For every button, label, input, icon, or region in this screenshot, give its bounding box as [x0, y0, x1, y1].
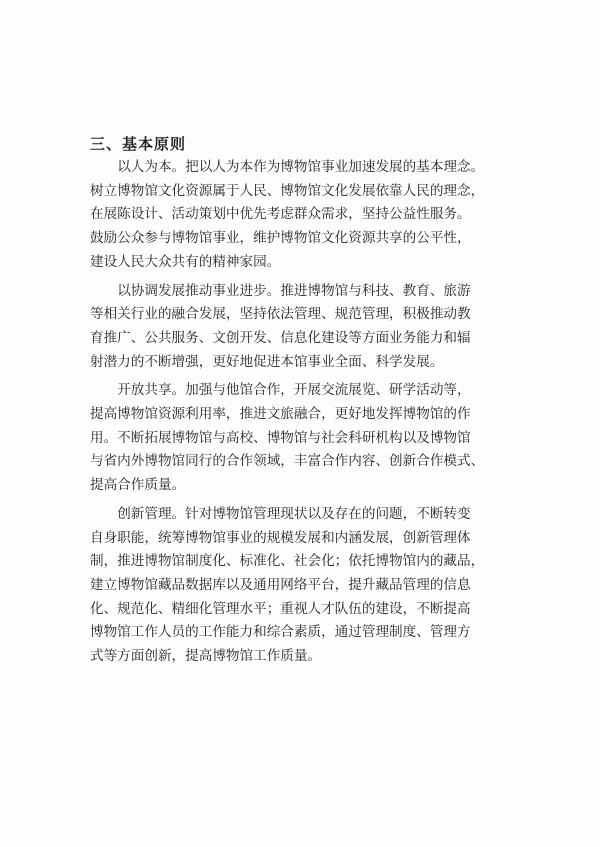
text-line: 建设人民大众共有的精神家园。 [90, 253, 281, 270]
paragraph [90, 503, 530, 669]
text-line: 育推广、公共服务、文创开发、信息化建设等方面业务能力和辐 [90, 329, 471, 346]
text-line: 式等方面创新，提高博物馆工作质量。 [90, 648, 322, 665]
paragraph [90, 379, 530, 498]
paragraph [90, 280, 530, 375]
text-line: 制，推进博物馆制度化、标准化、社会化；依托博物馆内的藏品， [90, 553, 485, 570]
paragraph [90, 156, 530, 275]
section-heading: 三、基本原则 [90, 135, 187, 153]
text-line: 射潜力的不断增强，更好地促进本馆事业全面、科学发展。 [90, 353, 444, 370]
text-line: 等相关行业的融合发展，坚持依法管理、规范管理，积极推动教 [90, 306, 471, 323]
text-line: 创新管理。针对博物馆管理现状以及存在的问题，不断转变 [117, 505, 471, 522]
text-line: 与省内外博物馆同行的合作领域，丰富合作内容、创新合作模式、 [90, 453, 485, 470]
text-line: 以人为本。把以人为本作为博物馆事业加速发展的基本理念。 [117, 159, 485, 175]
text-line: 以协调发展推动事业进步。推进博物馆与科技、教育、旅游 [117, 282, 471, 299]
text-line: 建立博物馆藏品数据库以及通用网络平台，提升藏品管理的信息 [90, 576, 471, 593]
text-line: 化、规范化、精细化管理水平；重视人才队伍的建设，不断提高 [90, 600, 471, 617]
text-line: 在展陈设计、活动策划中优先考虑群众需求，坚持公益性服务。 [90, 206, 471, 223]
text-line: 鼓励公众参与博物馆事业，维护博物馆文化资源共享的公平性， [90, 230, 471, 247]
text-line: 提高博物馆资源利用率，推进文旅融合，更好地发挥博物馆的作 [90, 406, 471, 423]
text-line: 树立博物馆文化资源属于人民、博物馆文化发展依靠人民的理念， [90, 182, 485, 199]
text-line: 自身职能，统筹博物馆事业的规模发展和内涵发展，创新管理体 [90, 529, 471, 546]
text-line: 用。不断拓展博物馆与高校、博物馆与社会科研机构以及博物馆 [90, 429, 471, 446]
text-line: 博物馆工作人员的工作能力和综合素质，通过管理制度、管理方 [90, 624, 471, 641]
document-body [90, 135, 530, 674]
text-line: 提高合作质量。 [90, 477, 186, 494]
text-line: 开放共享。加强与他馆合作，开展交流展览、研学活动等， [117, 382, 471, 399]
